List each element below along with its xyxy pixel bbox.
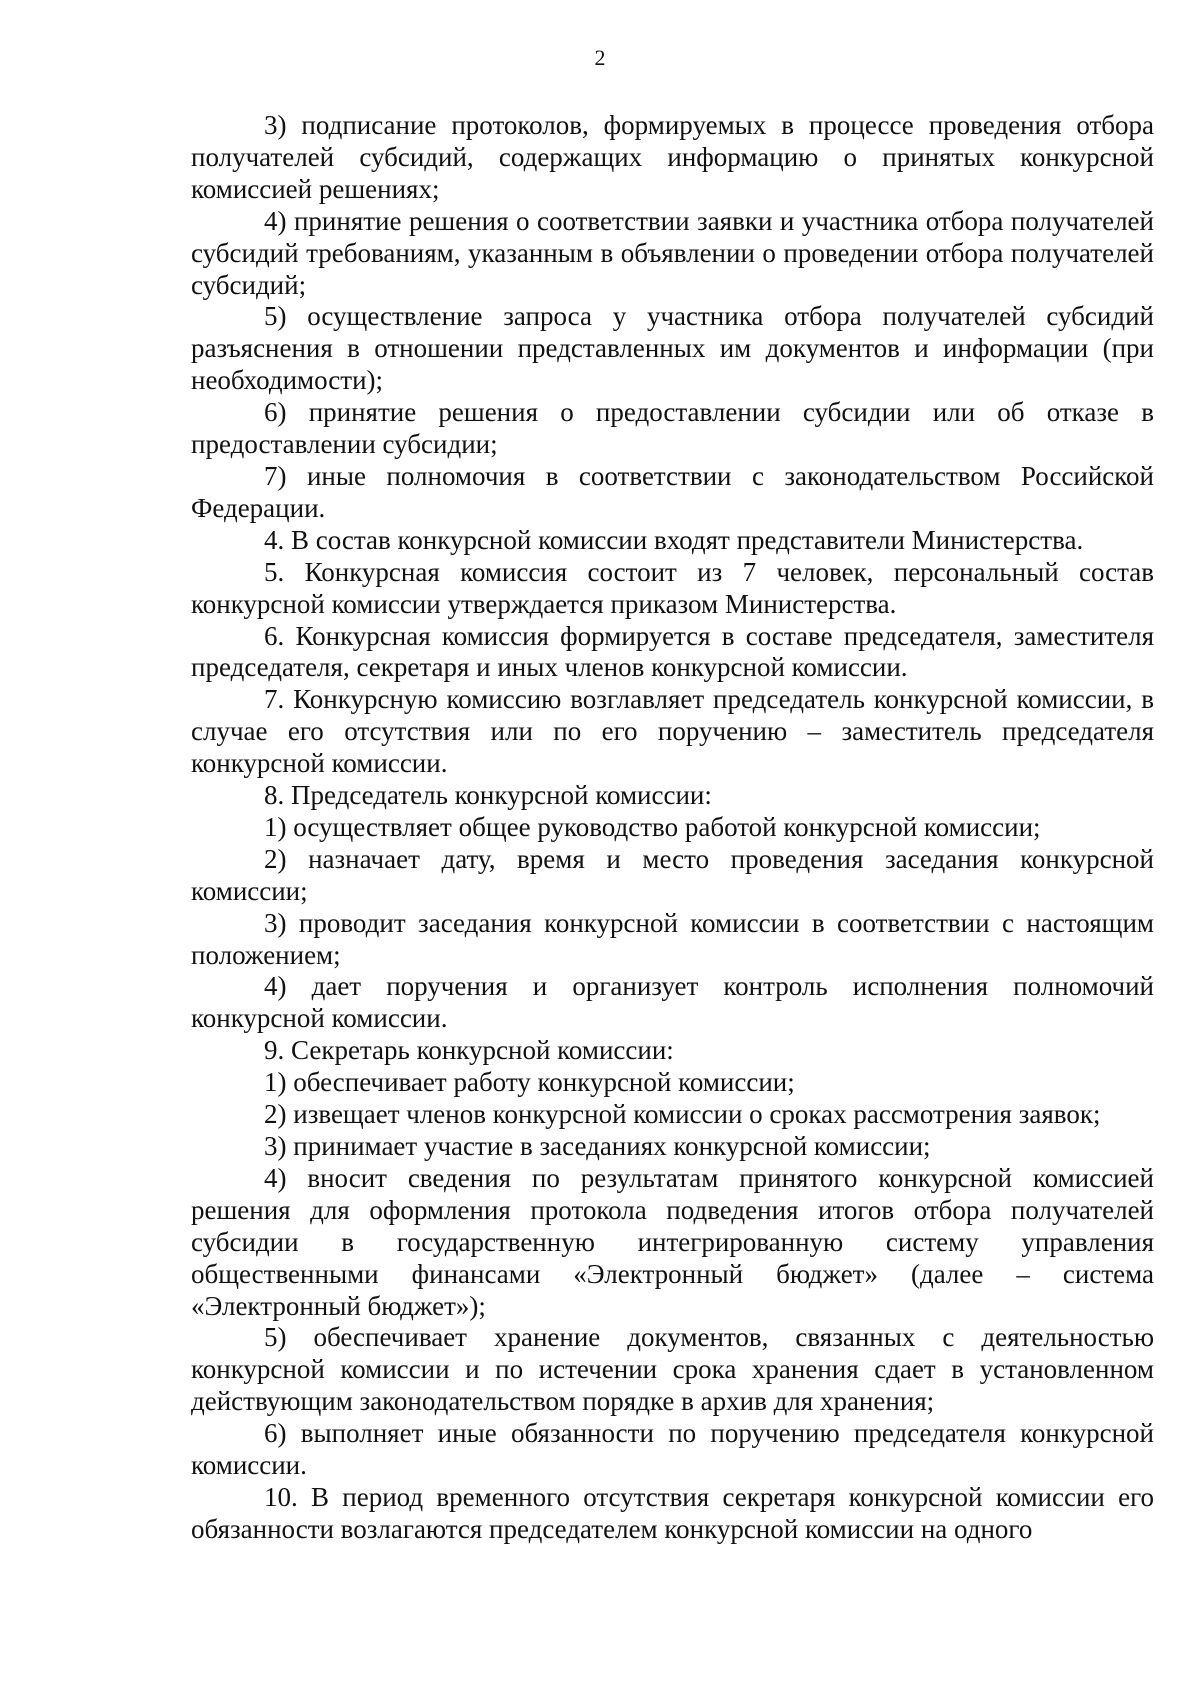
clause-7-leadership: 7. Конкурсную комиссию возглавляет председатель конкурсной комиссии, в случае его отсутствия или по его поручению – заместитель председателя конкурсной комиссии.	[191, 684, 1154, 779]
secretary-duty-2: 2) извещает членов конкурсной комиссии о сроках рассмотрения заявок;	[264, 1099, 1101, 1130]
chairman-duty-2: 2) назначает дату, время и место проведения заседания конкурсной комиссии;	[191, 843, 1154, 906]
chairman-duty-4: 4) дает поручения и организует контроль исполнения полномочий конкурсной комиссии.	[191, 971, 1154, 1034]
clause-9-secretary-heading: 9. Секретарь конкурсной комиссии:	[264, 1035, 674, 1066]
secretary-duty-1: 1) обеспечивает работу конкурсной комиссии;	[264, 1067, 795, 1098]
secretary-duty-6: 6) выполняет иные обязанности по поручению председателя конкурсной комиссии.	[191, 1418, 1154, 1481]
secretary-duty-3: 3) принимает участие в заседаниях конкурсной комиссии;	[264, 1131, 931, 1161]
document-body	[191, 110, 1154, 1546]
paragraph-7-other-powers: 7) иные полномочия в соответствии с законодательством Российской Федерации.	[191, 460, 1154, 523]
clause-5-size: 5. Конкурсная комиссия состоит из 7 человек, персональный состав конкурсной комиссии утверждается приказом Министерства.	[191, 556, 1154, 619]
paragraph-5-clarification-request: 5) осуществление запроса у участника отбора получателей субсидий разъяснения в отношении представленных им документов и информации (при необходимости);	[191, 301, 1154, 396]
secretary-duty-5: 5) обеспечивает хранение документов, связанных с деятельностью конкурсной комиссии и по истечении срока хранения сдает в установленном действующим законодательством порядке в архив для хранения;	[191, 1322, 1154, 1417]
secretary-duty-4: 4) вносит сведения по результатам принятого конкурсной комиссией решения для оформления протокола подведения итогов отбора получателей субсидии в государственную интегрированную систему управления общественными финансами «Электронный бюджет» (далее – система «Электронный бюджет»);	[191, 1162, 1154, 1321]
clause-6-formation: 6. Конкурсная комиссия формируется в составе председателя, заместителя председателя, секретаря и иных членов конкурсной комиссии.	[191, 620, 1154, 683]
clause-8-chairman-heading: 8. Председатель конкурсной комиссии:	[264, 780, 712, 811]
clause-4-composition: 4. В состав конкурсной комиссии входят представители Министерства.	[264, 524, 1084, 555]
page-number: 2	[594, 45, 606, 70]
paragraph-4-decision-compliance: 4) принятие решения о соответствии заявки и участника отбора получателей субсидий требованиям, указанным в объявлении о проведении отбора получателей субсидий;	[191, 205, 1154, 300]
clause-10-secretary-absence: 10. В период временного отсутствия секретаря конкурсной комиссии его обязанности возлагаются председателем конкурсной комиссии на одного	[191, 1481, 1154, 1544]
chairman-duty-3: 3) проводит заседания конкурсной комиссии в соответствии с настоящим положением;	[191, 907, 1154, 970]
chairman-duty-1: 1) осуществляет общее руководство работой конкурсной комиссии;	[264, 811, 1041, 842]
paragraph-3-protocols: 3) подписание протоколов, формируемых в процессе проведения отбора получателей субсидий, содержащих информацию о принятых конкурсной комиссией решениях;	[191, 110, 1154, 204]
paragraph-6-subsidy-decision: 6) принятие решения о предоставлении субсидии или об отказе в предоставлении субсидии;	[191, 397, 1154, 460]
